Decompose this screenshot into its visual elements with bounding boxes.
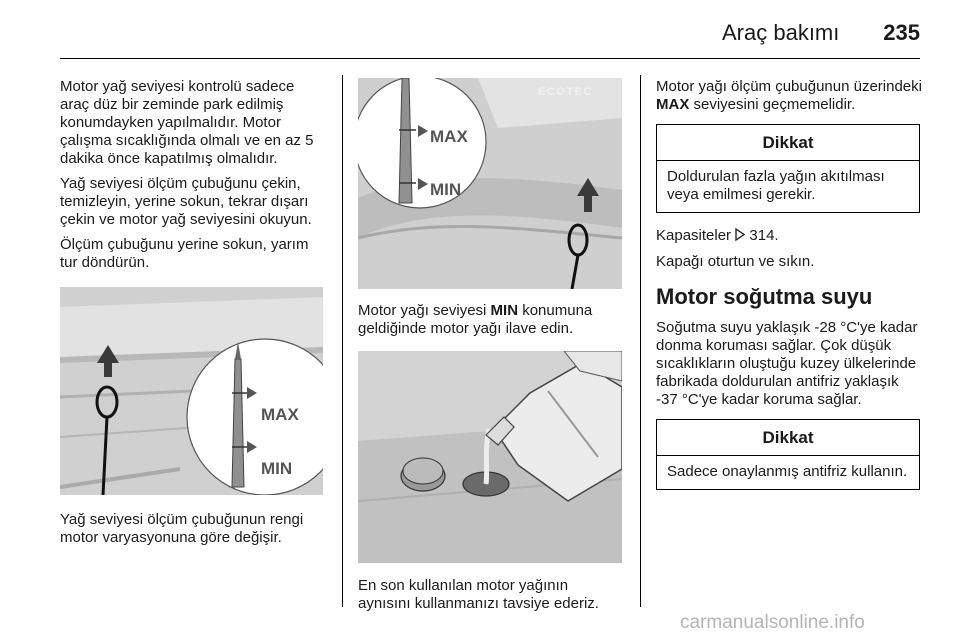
notice-box-antifreeze — [656, 419, 920, 490]
column-1 — [60, 78, 326, 554]
paragraph-add-oil-at-min — [358, 302, 624, 338]
header-rule — [60, 58, 920, 59]
site-watermark: carmanualsonline.info — [680, 612, 865, 633]
paragraph-oil-check-conditions: Motor yağ seviyesi kontrolü sadece araç düz bir zeminde park edilmiş konumdayken yapılmalıdır. Motor çalışma sıcaklığında olmalı ve en az 5 dakika önce kapatılmış olmalıdır. — [60, 78, 314, 167]
text-fragment: Kapasiteler — [656, 227, 736, 244]
text-fragment: Motor yağı ölçüm çubuğunun üzerindeki — [656, 78, 922, 95]
paragraph-oil-recommendation: En son kullanılan motor yağının aynısını kullanmanızı tavsiye ederiz. — [358, 577, 599, 612]
paragraph-close-cap: Kapağı oturtun ve sıkın. — [656, 253, 815, 270]
notice-body: Doldurulan fazla yağın akıtılması veya emilmesi gerekir. — [667, 168, 885, 203]
emphasis-max: MAX — [656, 96, 690, 113]
notice-body: Sadece onaylanmış antifriz kullanın. — [667, 463, 908, 480]
notice-heading: Dikkat — [657, 125, 919, 161]
emphasis-min: MIN — [490, 302, 519, 319]
page-number: 235 — [883, 20, 920, 45]
page-reference[interactable]: 314. — [749, 227, 779, 244]
notice-heading: Dikkat — [657, 420, 919, 456]
notice-box-excess-oil — [656, 124, 920, 213]
section-heading-coolant: Motor soğutma suyu — [656, 284, 873, 309]
oil-pouring-svg — [358, 351, 622, 563]
dipstick-marks-illustration — [358, 78, 622, 289]
column-divider-1 — [342, 75, 343, 607]
paragraph-max-level — [656, 78, 922, 114]
page-header-title: Araç bakımı — [722, 20, 840, 45]
paragraph-dipstick-procedure: Yağ seviyesi ölçüm çubuğunu çekin, temizleyin, yerine sokun, tekrar dışarı çekin ve motor yağ seviyesini okuyun. — [60, 175, 312, 228]
column-2 — [358, 78, 624, 620]
engine-brand-lettering: ECOTEC — [538, 86, 593, 98]
text-fragment: seviyesini geçmemelidir. — [689, 96, 856, 113]
engine-oil-level-svg — [358, 78, 622, 289]
label-max-2: MAX — [430, 127, 468, 146]
paragraph-coolant-protection: Soğutma suyu yaklaşık -28 °C'ye kadar donma koruması sağlar. Çok düşük sıcaklıkların oluştuğu kuzey ülkelerinde fabrikada doldurulan antifriz yaklaşık -37 °C'ye kadar koruma sağlar. — [656, 319, 918, 408]
caption-dipstick-color: Yağ seviyesi ölçüm çubuğunun rengi motor varyasyonuna göre değişir. — [60, 511, 304, 546]
paragraph-capacities — [656, 227, 922, 246]
text-fragment: konumuna geldiğinde motor yağı ilave edin. — [358, 302, 593, 337]
column-divider-2 — [640, 75, 641, 607]
column-3 — [656, 78, 922, 504]
page-reference-arrow-icon — [735, 228, 745, 246]
label-min: MIN — [261, 459, 293, 478]
oil-filling-illustration — [358, 351, 622, 563]
label-max: MAX — [261, 405, 299, 424]
dipstick-location-illustration — [60, 287, 323, 495]
paragraph-dipstick-reinsert: Ölçüm çubuğunu yerine sokun, yarım tur döndürün. — [60, 236, 309, 271]
text-fragment: Motor yağı seviyesi — [358, 302, 491, 319]
label-min-2: MIN — [430, 180, 462, 199]
